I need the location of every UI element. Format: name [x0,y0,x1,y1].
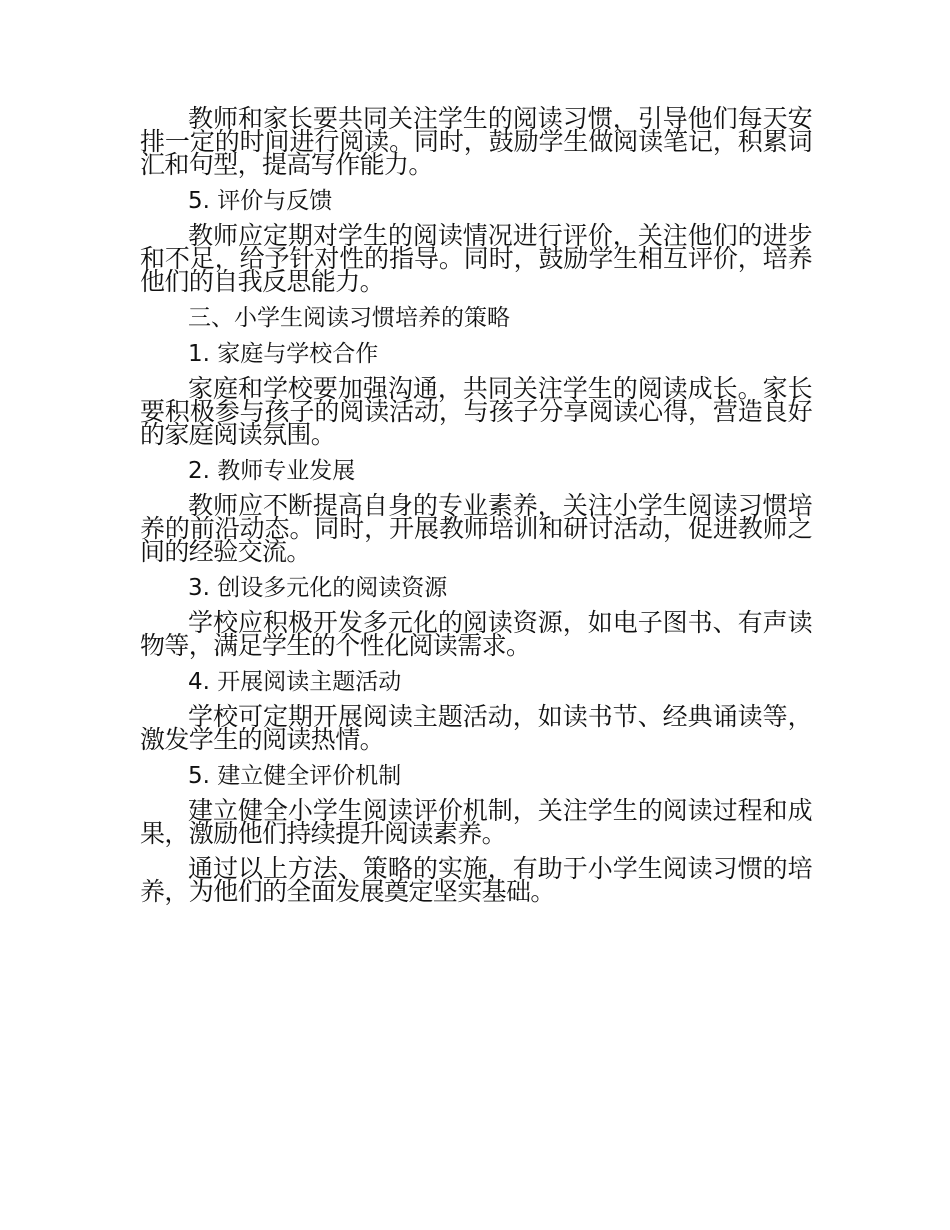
paragraph-teacher-development: 教师应不断提高自身的专业素养，关注小学生阅读习惯培养的前沿动态。同时，开展教师培训和研讨活动，促进教师之间的经验交流。 [140,491,812,566]
heading-evaluation-mechanism: 5. 建立健全评价机制 [188,763,402,789]
document-page [140,104,812,915]
paragraph-evaluation: 教师应定期对学生的阅读情况进行评价，关注他们的进步和不足，给予针对性的指导。同时，鼓励学生相互评价，培养他们的自我反思能力。 [140,221,812,296]
heading-teacher-development: 2. 教师专业发展 [188,458,356,484]
heading-evaluation-feedback: 5. 评价与反馈 [188,188,333,214]
paragraph-theme-activities: 学校可定期开展阅读主题活动，如读书节、经典诵读等，激发学生的阅读热情。 [140,702,812,754]
heading-home-school-cooperation: 1. 家庭与学校合作 [188,341,379,367]
heading-theme-activities: 4. 开展阅读主题活动 [188,669,402,695]
paragraph-diverse-resources: 学校应积极开发多元化的阅读资源，如电子图书、有声读物等，满足学生的个性化阅读需求。 [140,608,812,660]
paragraph-home-school-cooperation: 家庭和学校要加强沟通，共同关注学生的阅读成长。家长要积极参与孩子的阅读活动，与孩子分享阅读心得，营造良好的家庭阅读氛围。 [140,374,812,449]
paragraph-evaluation-mechanism: 建立健全小学生阅读评价机制，关注学生的阅读过程和成果，激励他们持续提升阅读素养。 [140,796,812,848]
paragraph-reading-habits-guidance: 教师和家长要共同关注学生的阅读习惯，引导他们每天安排一定的时间进行阅读。同时，鼓励学生做阅读笔记，积累词汇和句型，提高写作能力。 [140,104,812,179]
section-heading-strategies: 三、小学生阅读习惯培养的策略 [188,305,510,331]
paragraph-conclusion: 通过以上方法、策略的实施，有助于小学生阅读习惯的培养，为他们的全面发展奠定坚实基础。 [140,854,812,906]
heading-diverse-resources: 3. 创设多元化的阅读资源 [188,575,448,601]
